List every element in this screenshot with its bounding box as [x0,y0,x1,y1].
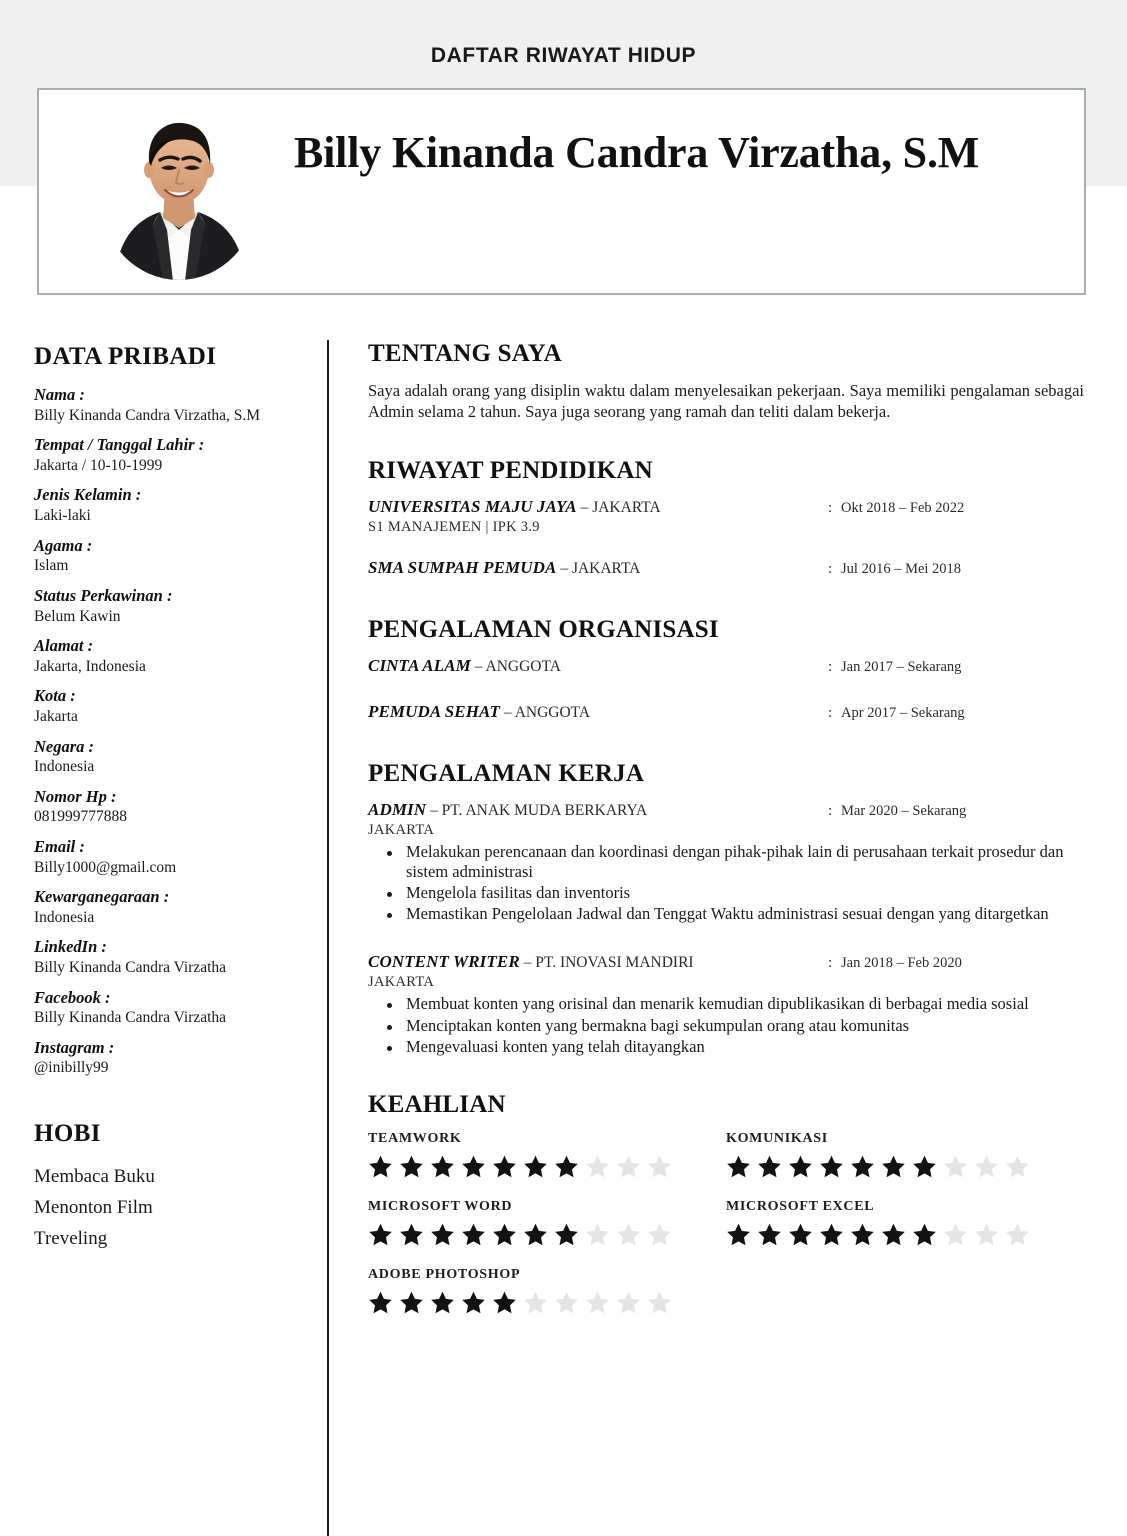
field-value: Laki-laki [34,507,91,525]
star-icon [912,1154,937,1179]
star-icon [647,1222,672,1247]
star-icon [647,1154,672,1179]
field-value: Jakarta / 10-10-1999 [34,456,163,474]
colon-separator: : [828,560,833,577]
colon-separator: : [828,704,833,721]
field-linkedin [34,937,306,977]
field-instagram [34,1038,306,1078]
star-icon [881,1154,906,1179]
star-icon [616,1154,641,1179]
star-icon [554,1290,579,1315]
field-value: Jakarta [34,707,78,725]
skill-rating [726,1154,1084,1179]
work-entry [368,952,1090,1056]
field-value: Billy1000@gmail.com [34,858,177,876]
entry-title: CINTA ALAM [368,655,471,675]
entry-subtitle: S1 MANAJEMEN | IPK 3.9 [368,518,540,535]
field-agama [34,536,306,576]
skills-grid [368,1131,1090,1315]
star-icon [461,1154,486,1179]
star-icon [461,1222,486,1247]
skill-label: MICROSOFT EXCEL [726,1198,875,1214]
star-icon [974,1154,999,1179]
field-value: Indonesia [34,908,95,926]
skill-item [368,1131,726,1179]
entry-date [828,500,964,517]
field-nama [34,385,306,425]
hobby-heading: HOBI [34,1120,101,1148]
entry-date [828,705,965,722]
star-icon [819,1154,844,1179]
star-icon [523,1154,548,1179]
entry-date-text: Jan 2017 – Sekarang [841,658,962,675]
work-section [368,760,1090,1057]
work-entry [368,800,1090,925]
hobby-section [34,1120,306,1254]
skill-rating [368,1154,726,1179]
entry-date-text: Jan 2018 – Feb 2020 [841,955,962,972]
organization-entry [368,656,1090,680]
star-icon [912,1222,937,1247]
colon-separator: : [828,499,833,516]
list-item: Mengevaluasi konten yang telah ditayangkan [368,1037,1090,1057]
hobby-list [34,1162,306,1254]
field-value: Belum Kawin [34,607,121,625]
field-negara [34,737,306,777]
field-tempat-tanggal-lahir [34,435,306,475]
star-icon [492,1290,517,1315]
field-email [34,837,306,877]
organization-section [368,616,1090,726]
field-value: Islam [34,557,69,575]
star-icon [430,1154,455,1179]
page-title: DAFTAR RIWAYAT HIDUP [430,44,697,67]
skills-section [368,1091,1090,1315]
education-entry [368,558,1090,582]
organization-heading: PENGALAMAN ORGANISASI [368,615,719,643]
field-label: Email : [34,836,85,856]
field-label: Jenis Kelamin : [34,485,142,505]
entry-org: – PT. INOVASI MANDIRI [519,954,694,972]
field-jenis-kelamin [34,485,306,525]
star-icon [399,1154,424,1179]
field-label: Agama : [34,535,93,555]
star-icon [726,1222,751,1247]
field-kota [34,686,306,726]
entry-date [828,561,961,578]
star-icon [554,1154,579,1179]
entry-title: ADMIN [368,799,427,819]
star-icon [399,1222,424,1247]
field-label: Nama : [34,385,85,404]
field-label: Nomor Hp : [34,786,117,806]
star-icon [585,1154,610,1179]
skill-label: MICROSOFT WORD [368,1198,513,1214]
work-bullet-list [368,994,1090,1056]
skill-label: KOMUNIKASI [726,1130,828,1146]
entry-date-text: Jul 2016 – Mei 2018 [841,560,962,577]
skill-item [726,1131,1084,1179]
field-value: Billy Kinanda Candra Virzatha [34,1009,227,1027]
entry-org: – ANGGOTA [470,657,561,675]
star-icon [850,1222,875,1247]
star-icon [368,1290,393,1315]
field-facebook [34,988,306,1028]
star-icon [461,1290,486,1315]
star-icon [430,1290,455,1315]
list-item: Mengelola fasilitas dan inventoris [368,883,1090,903]
star-icon [943,1222,968,1247]
field-value: Indonesia [34,758,95,776]
field-value: Billy Kinanda Candra Virzatha [34,959,227,977]
entry-date-text: Okt 2018 – Feb 2022 [841,499,965,516]
entry-org: – ANGGOTA [500,703,591,721]
star-icon [819,1222,844,1247]
entry-date-text: Mar 2020 – Sekarang [841,802,967,819]
colon-separator: : [828,955,833,972]
sidebar [34,343,306,1254]
field-label: Alamat : [34,636,94,656]
field-alamat [34,636,306,676]
entry-title: UNIVERSITAS MAJU JAYA [368,496,577,516]
star-icon [757,1222,782,1247]
list-item: Membaca Buku [34,1166,155,1188]
star-icon [788,1222,813,1247]
education-section [368,457,1090,582]
star-icon [492,1222,517,1247]
star-icon [368,1222,393,1247]
work-heading: PENGALAMAN KERJA [368,759,645,787]
work-bullet-list [368,842,1090,925]
entry-location: JAKARTA [368,821,435,838]
star-icon [647,1290,672,1315]
star-icon [523,1222,548,1247]
entry-date [828,803,966,820]
list-item: Treveling [34,1227,108,1249]
field-kewarganegaraan [34,887,306,927]
list-item: Menonton Film [34,1196,153,1218]
star-icon [368,1154,393,1179]
star-icon [585,1222,610,1247]
entry-date-text: Apr 2017 – Sekarang [841,704,965,721]
star-icon [492,1154,517,1179]
about-section [368,340,1090,423]
field-label: Tempat / Tanggal Lahir : [34,435,205,455]
star-icon [399,1290,424,1315]
skill-rating [368,1222,726,1247]
list-item: Menciptakan konten yang bermakna bagi sekumpulan orang atau komunitas [368,1016,1090,1036]
skills-heading: KEAHLIAN [368,1090,506,1118]
star-icon [616,1222,641,1247]
star-icon [523,1290,548,1315]
star-icon [430,1222,455,1247]
person-name: Billy Kinanda Candra Virzatha, S.M [294,128,980,177]
avatar [97,106,262,281]
entry-title: CONTENT WRITER [368,952,520,972]
field-label: LinkedIn : [34,937,107,957]
star-icon [726,1154,751,1179]
field-label: Facebook : [34,987,111,1007]
skill-rating [726,1222,1084,1247]
star-icon [585,1290,610,1315]
entry-date [828,659,961,676]
colon-separator: : [828,658,833,675]
portrait-photo-icon [97,106,262,281]
skill-item [368,1267,726,1315]
skill-rating [368,1290,726,1315]
star-icon [974,1222,999,1247]
star-icon [788,1154,813,1179]
star-icon [616,1290,641,1315]
organization-entry [368,702,1090,726]
field-label: Status Perkawinan : [34,585,173,605]
colon-separator: : [828,802,833,819]
entry-title: SMA SUMPAH PEMUDA [368,557,557,577]
field-status-perkawinan [34,586,306,626]
education-entry [368,497,1090,536]
field-value: 081999777888 [34,808,127,826]
list-item: Memastikan Pengelolaan Jadwal dan Tenggat Waktu administrasi sesuai dengan yang ditargetkan [368,904,1090,924]
main-content [368,340,1090,1321]
education-heading: RIWAYAT PENDIDIKAN [368,456,653,484]
list-item: Membuat konten yang orisinal dan menarik kemudian dipublikasikan di berbagai media sosial [368,994,1090,1014]
field-label: Instagram : [34,1037,115,1057]
about-heading: TENTANG SAYA [368,340,562,367]
skill-label: ADOBE PHOTOSHOP [368,1266,521,1282]
skill-item [368,1199,726,1247]
field-label: Kota : [34,686,76,706]
star-icon [943,1154,968,1179]
entry-title: PEMUDA SEHAT [368,701,501,721]
entry-org: – PT. ANAK MUDA BERKARYA [426,801,648,819]
list-item: Melakukan perencanaan dan koordinasi dengan pihak-pihak lain di perusahaan terkait prosedur dan sistem administrasi [368,842,1090,882]
skill-label: TEAMWORK [368,1130,462,1146]
field-label: Kewarganegaraan : [34,887,170,907]
field-value: Billy Kinanda Candra Virzatha, S.M [34,406,261,424]
star-icon [881,1222,906,1247]
entry-org: – JAKARTA [556,559,641,577]
star-icon [1005,1154,1030,1179]
field-label: Negara : [34,736,95,756]
about-text: Saya adalah orang yang disiplin waktu dalam menyelesaikan pekerjaan. Saya memiliki pengalaman sebagai Admin selama 2 tahun. Saya juga seorang yang ramah dan teliti dalam bekerja. [368,381,1084,422]
star-icon [1005,1222,1030,1247]
entry-location: JAKARTA [368,974,435,991]
personal-data-heading: DATA PRIBADI [34,343,217,370]
star-icon [554,1222,579,1247]
column-divider [327,340,329,1536]
entry-date [828,955,962,972]
skill-item [726,1199,1084,1247]
entry-org: – JAKARTA [576,498,661,516]
name-card [37,88,1086,295]
field-value: @inibilly99 [34,1059,109,1077]
star-icon [757,1154,782,1179]
star-icon [850,1154,875,1179]
field-nomor-hp [34,787,306,827]
field-value: Jakarta, Indonesia [34,657,146,675]
